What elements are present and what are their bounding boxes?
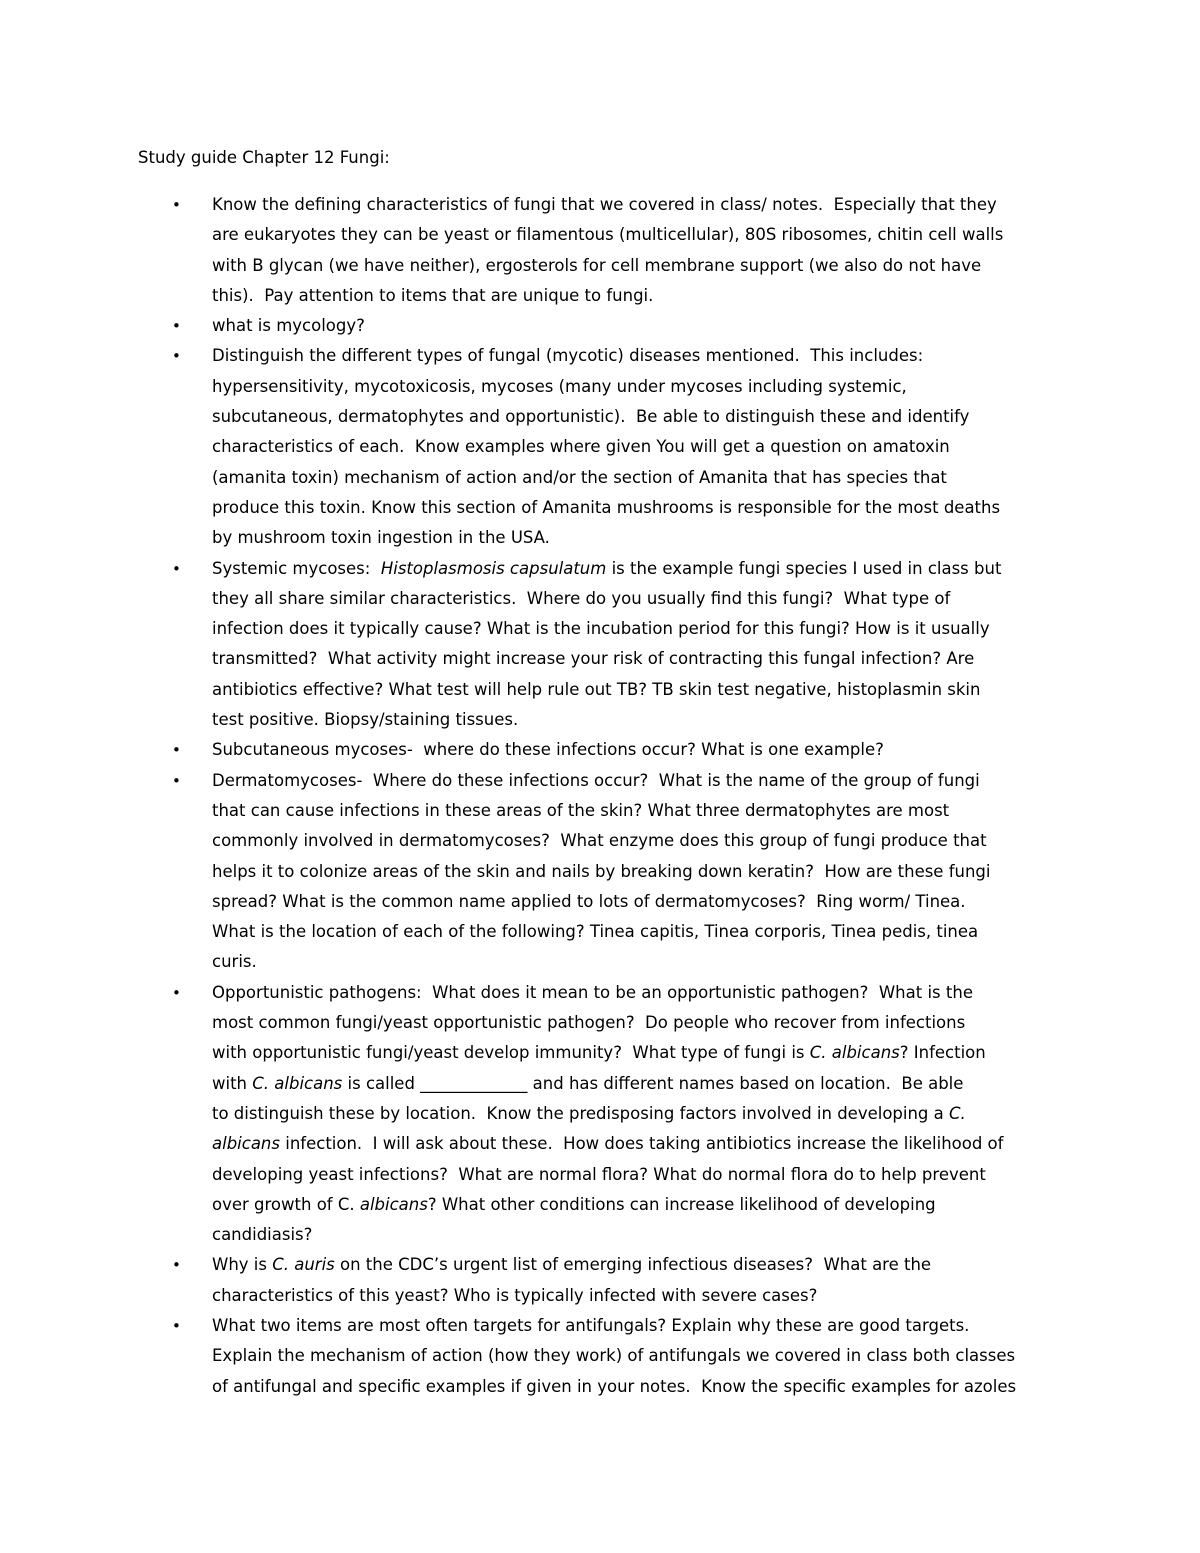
list-item-text (212, 1311, 1072, 1402)
bullet-icon: • (172, 347, 181, 366)
text-run: Explain the mechanism of action (how they work) of antifungals we covered in class both classes (212, 1346, 1016, 1366)
italic-text: Histoplasmosis capsulatum (380, 558, 607, 578)
text-line (212, 402, 1072, 432)
text-run: produce this toxin. Know this section of Amanita mushrooms is responsible for the most deaths (212, 497, 1001, 517)
text-run: Subcutaneous mycoses- where do these infections occur? What is one example? (212, 740, 884, 760)
text-line (212, 493, 1072, 523)
text-line (212, 1341, 1072, 1371)
bullet-icon: • (172, 983, 181, 1002)
text-run: characteristics of each. Know examples where given You will get a question on amatoxin (212, 437, 950, 457)
italic-text: albicans (359, 1194, 428, 1214)
bullet-icon: • (172, 1316, 181, 1335)
text-run: are eukaryotes they can be yeast or filamentous (multicellular), 80S ribosomes, chitin cell walls (212, 225, 1004, 245)
text-run: Dermatomycoses- Where do these infections occur? What is the name of the group of fungi (212, 770, 980, 790)
text-run: Opportunistic pathogens: What does it mean to be an opportunistic pathogen? What is the (212, 982, 973, 1002)
list-item-text (212, 735, 1072, 765)
document-title: Study guide Chapter 12 Fungi: (138, 148, 390, 167)
text-run: they all share similar characteristics. Where do you usually find this fungi? What type of (212, 588, 951, 608)
text-run: helps it to colonize areas of the skin and nails by breaking down keratin? How are these fungi (212, 861, 991, 881)
list-item (0, 978, 1200, 1251)
italic-text: albicans (212, 1134, 280, 1154)
text-line (212, 1008, 1072, 1038)
text-line (212, 311, 1072, 341)
text-line (212, 644, 1072, 674)
text-line (212, 1099, 1072, 1129)
text-run: test positive. Biopsy/staining tissues. (212, 710, 519, 730)
text-run: hypersensitivity, mycotoxicosis, mycoses (many under mycoses including systemic, (212, 376, 907, 396)
bullet-icon: • (172, 196, 181, 214)
text-line (212, 826, 1072, 856)
text-line (212, 1190, 1072, 1220)
bullet-icon: • (172, 1256, 181, 1275)
text-run: candidiasis? (212, 1225, 313, 1245)
italic-text: C. auris (272, 1255, 335, 1275)
text-line (212, 554, 1072, 584)
list-item (0, 554, 1200, 736)
text-run: transmitted? What activity might increase your risk of contracting this fungal infection? Are (212, 649, 975, 669)
text-run: Why is (212, 1255, 273, 1275)
text-run: with opportunistic fungi/yeast develop immunity? What type of fungi is (212, 1043, 810, 1063)
text-line (212, 281, 1072, 311)
text-run: ? What other conditions can increase likelihood of developing (427, 1194, 936, 1214)
text-run: curis. (212, 952, 257, 972)
text-line (212, 584, 1072, 614)
list-item-text (212, 190, 1072, 311)
text-line (212, 705, 1072, 735)
italic-text: C. albicans (809, 1043, 900, 1063)
text-line (212, 796, 1072, 826)
text-run: with B glycan (we have neither), ergosterols for cell membrane support (we also do not have (212, 255, 982, 275)
text-line (212, 1281, 1072, 1311)
text-line (212, 917, 1072, 947)
text-line (212, 1372, 1072, 1402)
text-run: commonly involved in dermatomycoses? What enzyme does this group of fungi produce that (212, 831, 987, 851)
list-item-text (212, 766, 1072, 978)
text-run: What is the location of each of the following? Tinea capitis, Tinea corporis, Tinea pedis, tinea (212, 922, 979, 942)
bullet-icon: • (172, 317, 181, 336)
text-run: on the CDC’s urgent list of emerging infectious diseases? What are the (334, 1255, 932, 1275)
text-run: this). Pay attention to items that are unique to fungi. (212, 285, 654, 305)
list-item (0, 190, 1200, 311)
list-item-text (212, 311, 1072, 341)
text-line (212, 766, 1072, 796)
text-line (212, 190, 1072, 220)
bullet-icon: • (172, 741, 181, 760)
text-line (212, 1069, 1072, 1099)
list-item (0, 735, 1200, 765)
text-line (212, 887, 1072, 917)
text-line (212, 614, 1072, 644)
list-item-text (212, 1250, 1072, 1311)
text-run: most common fungi/yeast opportunistic pathogen? Do people who recover from infections (212, 1013, 966, 1033)
text-line (212, 735, 1072, 765)
text-line (212, 857, 1072, 887)
text-run: of antifungal and specific examples if given in your notes. Know the specific examples for azoles (212, 1376, 1017, 1396)
list-item (0, 1311, 1200, 1402)
text-line (212, 372, 1072, 402)
text-line (212, 1038, 1072, 1068)
list-item-text (212, 554, 1072, 736)
text-run: ? Infection (899, 1043, 986, 1063)
text-line (212, 432, 1072, 462)
text-line (212, 1129, 1072, 1159)
text-line (212, 1250, 1072, 1280)
text-run: over growth of C. (212, 1194, 360, 1214)
list-item-text (212, 978, 1072, 1251)
italic-text: C. (949, 1103, 966, 1123)
text-run: characteristics of this yeast? Who is typically infected with severe cases? (212, 1285, 818, 1305)
text-run: is the example fungi species I used in class but (606, 558, 1002, 578)
text-run: developing yeast infections? What are normal flora? What do normal flora do to help prevent (212, 1164, 986, 1184)
list-item (0, 766, 1200, 978)
bullet-list (0, 190, 1200, 1402)
list-item-text (212, 341, 1072, 553)
text-line (212, 1220, 1072, 1250)
text-line (212, 463, 1072, 493)
text-line (212, 675, 1072, 705)
text-run: Distinguish the different types of fungal (mycotic) diseases mentioned. This includes: (212, 346, 924, 366)
text-run: what is mycology? (212, 316, 365, 336)
text-run: Know the defining characteristics of fungi that we covered in class/ notes. Especially that they (212, 195, 997, 214)
text-run: (amanita toxin) mechanism of action and/or the section of Amanita that has species that (212, 467, 947, 487)
text-run: that can cause infections in these areas of the skin? What three dermatophytes are most (212, 800, 950, 820)
text-line (212, 341, 1072, 371)
text-line (212, 251, 1072, 281)
list-item (0, 341, 1200, 553)
text-run: antibiotics effective? What test will help rule out TB? TB skin test negative, histoplasmin skin (212, 679, 981, 699)
text-run: spread? What is the common name applied to lots of dermatomycoses? Ring worm/ Tinea. (212, 891, 966, 911)
text-line (212, 523, 1072, 553)
list-item (0, 311, 1200, 341)
text-run: with (212, 1073, 253, 1093)
text-line (212, 1311, 1072, 1341)
text-run: by mushroom toxin ingestion in the USA. (212, 528, 550, 548)
bullet-icon: • (172, 771, 181, 790)
text-line (212, 220, 1072, 250)
text-run: to distinguish these by location. Know the predisposing factors involved in developing a (212, 1103, 950, 1123)
text-line (212, 947, 1072, 977)
italic-text: C. albicans (252, 1073, 343, 1093)
text-run: Systemic mycoses: (212, 558, 381, 578)
list-item (0, 1250, 1200, 1311)
text-run: subcutaneous, dermatophytes and opportunistic). Be able to distinguish these and identify (212, 407, 970, 427)
bullet-icon: • (172, 559, 181, 578)
text-run: infection. I will ask about these. How does taking antibiotics increase the likelihood of (280, 1134, 1004, 1154)
text-run: What two items are most often targets for antifungals? Explain why these are good targets. (212, 1315, 970, 1335)
text-line (212, 1160, 1072, 1190)
text-run: is called _____________ and has different names based on location. Be able (342, 1073, 964, 1093)
text-run: infection does it typically cause? What is the incubation period for this fungi? How is it usually (212, 619, 990, 639)
text-line (212, 978, 1072, 1008)
